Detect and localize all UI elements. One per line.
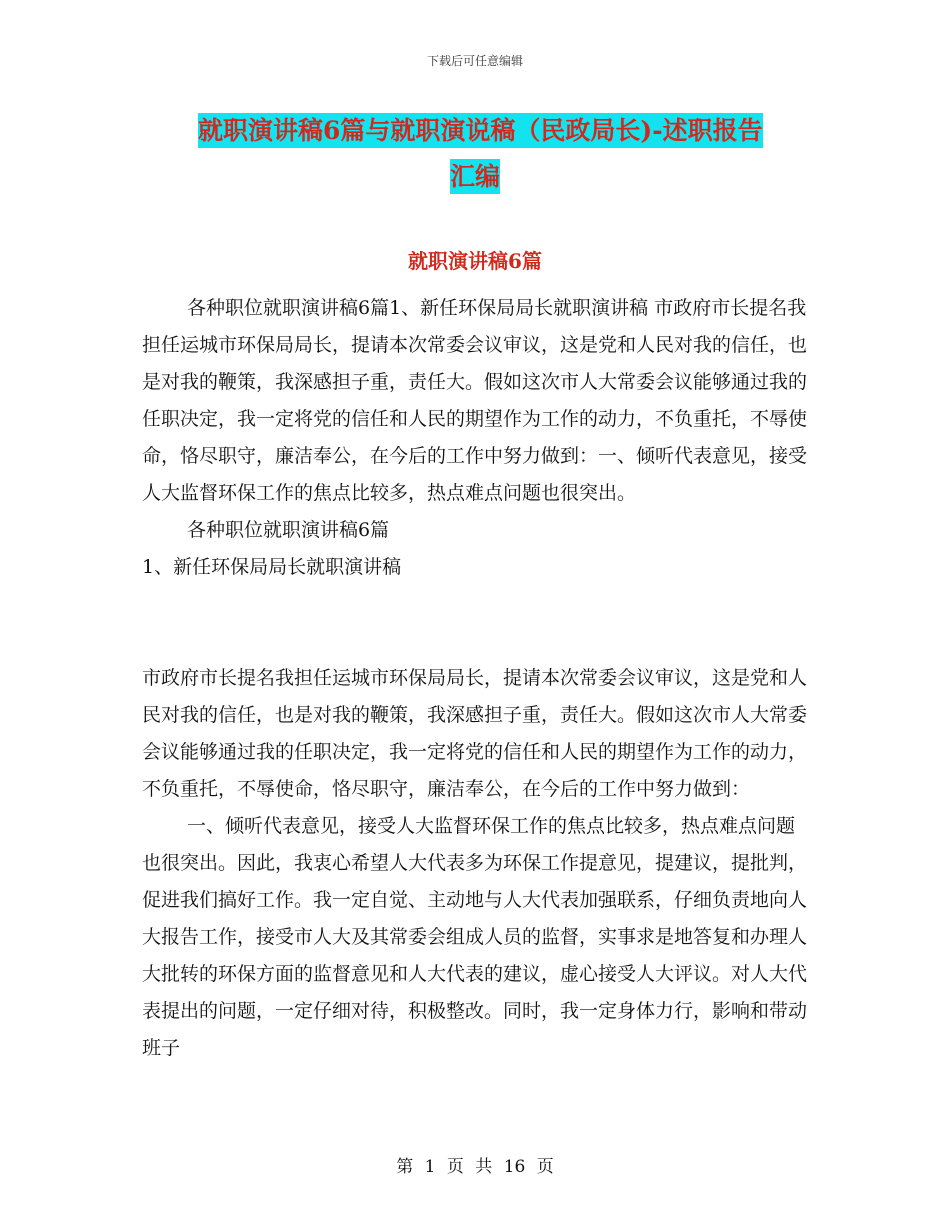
paragraph-body: 市政府市长提名我担任运城市环保局局长，提请本次常委会议审议，这是党和人民对我的信任，也是对我的鞭策，我深感担子重，责任大。假如这次市人大常委会议能够通过我的任职决定，我一定将党的信任和人民的期望作为工作的动力，不负重托，不辱使命，恪尽职守，廉洁奉公，在今后的工作中努力做到： [142, 667, 808, 800]
paragraph-intro: 各种职位就职演讲稿6篇1、新任环保局局长就职演讲稿 市政府市长提名我担任运城市环保局局长，提请本次常委会议审议，这是党和人民对我的信任，也是对我的鞭策，我深感担子重，责任大。假如这次市人大常委会议能够通过我的任职决定，我一定将党的信任和人民的期望作为工作的动力，不负重托，不辱使命，恪尽职守，廉洁奉公，在今后的工作中努力做到：一、倾听代表意见，接受人大监督环保工作的焦点比较多，热点难点问题也很突出。 [142, 297, 808, 504]
page-footer: 第 1 页 共 16 页 [396, 1157, 554, 1177]
title-line-2: 汇编 [450, 159, 500, 194]
title-line-1: 就职演讲稿6篇与就职演说稿（民政局长)-述职报告 [198, 113, 763, 148]
paragraph-block-1 [142, 290, 807, 586]
section-subtitle: 就职演讲稿6篇 [408, 249, 542, 273]
paragraph-item-heading: 1、新任环保局局长就职演讲稿 [142, 556, 402, 578]
document-title [140, 108, 810, 200]
paragraph-body-2: 一、倾听代表意见，接受人大监督环保工作的焦点比较多，热点难点问题也很突出。因此，我衷心希望人大代表多为环保工作提意见，提建议，提批判，促进我们搞好工作。我一定自觉、主动地与人大代表加强联系，仔细负责地向人大报告工作，接受市人大及其常委会组成人员的监督，实事求是地答复和办理人大批转的环保方面的监督意见和人大代表的建议，虚心接受人大评议。对人大代表提出的问题，一定仔细对待，积极整改。同时，我一定身体力行，影响和带动班子 [142, 815, 808, 1059]
paragraph-block-2 [142, 660, 807, 1067]
header-note: 下载后可任意编辑 [426, 54, 523, 68]
paragraph-heading: 各种职位就职演讲稿6篇 [187, 519, 390, 541]
